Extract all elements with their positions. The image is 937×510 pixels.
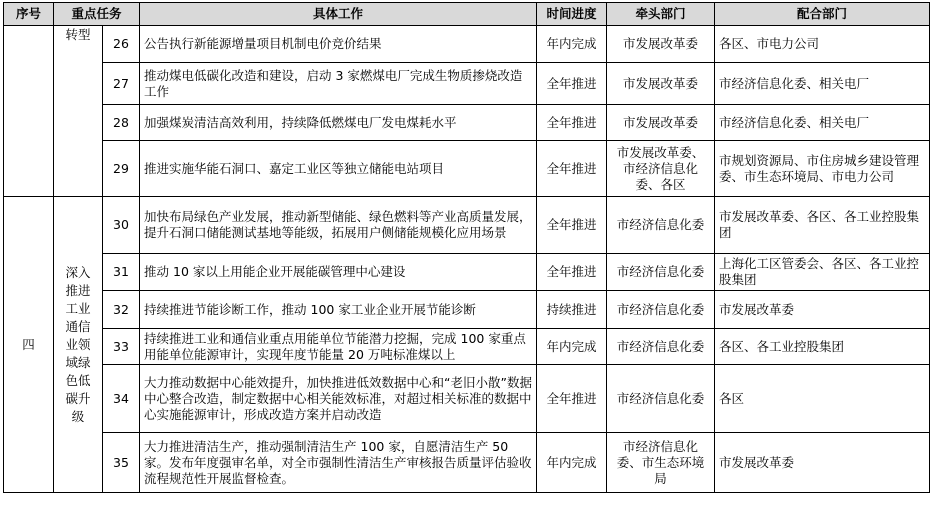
seq-cell-group3 — [4, 26, 54, 197]
lead-cell: 市经济信息化委 — [607, 329, 715, 365]
key-task-cell-group3 — [54, 26, 103, 197]
lead-cell: 市发展改革委、市经济信息化委、各区 — [607, 141, 715, 197]
progress-cell: 持续推进 — [537, 291, 607, 329]
header-seq: 序号 — [4, 3, 54, 26]
table-row — [4, 433, 930, 493]
row-number: 29 — [103, 141, 140, 197]
table-header-row — [4, 3, 930, 26]
coop-cell: 各区、各工业控股集团 — [715, 329, 930, 365]
table-row — [4, 105, 930, 141]
key-task-group3-text: 转型 — [65, 27, 91, 42]
work-cell: 大力推进清洁生产，推动强制清洁生产 100 家，自愿清洁生产 50 家。发布年度强审名单，对全市强制性清洁生产审核报告质量评估验收流程规范性开展监督检查。 — [140, 433, 537, 493]
progress-cell: 年内完成 — [537, 26, 607, 63]
lead-cell: 市发展改革委 — [607, 105, 715, 141]
lead-cell: 市经济信息化委 — [607, 197, 715, 254]
coop-cell: 上海化工区管委会、各区、各工业控股集团 — [715, 254, 930, 291]
progress-cell: 全年推进 — [537, 365, 607, 433]
work-cell: 公告执行新能源增量项目机制电价竞价结果 — [140, 26, 537, 63]
progress-cell: 年内完成 — [537, 329, 607, 365]
work-cell: 持续推进工业和通信业重点用能单位节能潜力挖掘，完成 100 家重点用能单位能源审计，实现年度节能量 20 万吨标准煤以上 — [140, 329, 537, 365]
work-cell: 推进实施华能石洞口、嘉定工业区等独立储能电站项目 — [140, 141, 537, 197]
coop-cell: 市经济信息化委、相关电厂 — [715, 105, 930, 141]
row-number: 30 — [103, 197, 140, 254]
table-row — [4, 141, 930, 197]
table-row — [4, 26, 930, 63]
coop-cell: 市经济信息化委、相关电厂 — [715, 63, 930, 105]
progress-cell: 全年推进 — [537, 63, 607, 105]
work-plan-table — [3, 2, 930, 493]
row-number: 33 — [103, 329, 140, 365]
table-row — [4, 329, 930, 365]
row-number: 28 — [103, 105, 140, 141]
table-row — [4, 197, 930, 254]
row-number: 35 — [103, 433, 140, 493]
row-number: 32 — [103, 291, 140, 329]
row-number: 26 — [103, 26, 140, 63]
coop-cell: 市发展改革委、各区、各工业控股集团 — [715, 197, 930, 254]
coop-cell: 市发展改革委 — [715, 291, 930, 329]
progress-cell: 年内完成 — [537, 433, 607, 493]
progress-cell: 全年推进 — [537, 254, 607, 291]
row-number: 27 — [103, 63, 140, 105]
work-cell: 大力推动数据中心能效提升，加快推进低效数据中心和“老旧小散”数据中心整合改造，制定数据中心相关能效标准，对超过相关标准的数据中心实施能源审计，形成改造方案并启动改造 — [140, 365, 537, 433]
header-coop: 配合部门 — [715, 3, 930, 26]
table-row — [4, 254, 930, 291]
coop-cell: 各区、市电力公司 — [715, 26, 930, 63]
row-number: 34 — [103, 365, 140, 433]
lead-cell: 市经济信息化委、市生态环境局 — [607, 433, 715, 493]
work-cell: 推动煤电低碳化改造和建设，启动 3 家燃煤电厂完成生物质掺烧改造工作 — [140, 63, 537, 105]
coop-cell: 各区 — [715, 365, 930, 433]
work-cell: 加快布局绿色产业发展，推动新型储能、绿色燃料等产业高质量发展，提升石洞口储能测试基地等能级，拓展用户侧储能规模化应用场景 — [140, 197, 537, 254]
coop-cell: 市发展改革委 — [715, 433, 930, 493]
header-progress: 时间进度 — [537, 3, 607, 26]
progress-cell: 全年推进 — [537, 105, 607, 141]
lead-cell: 市经济信息化委 — [607, 291, 715, 329]
table-row — [4, 63, 930, 105]
key-task-group4-text: 深入推进工业通信业领域绿色低碳升级 — [65, 264, 91, 424]
table-row — [4, 365, 930, 433]
lead-cell: 市发展改革委 — [607, 63, 715, 105]
work-cell: 持续推进节能诊断工作，推动 100 家工业企业开展节能诊断 — [140, 291, 537, 329]
seq-cell-group4: 四 — [4, 197, 54, 493]
lead-cell: 市经济信息化委 — [607, 365, 715, 433]
progress-cell: 全年推进 — [537, 197, 607, 254]
table-row — [4, 291, 930, 329]
row-number: 31 — [103, 254, 140, 291]
work-cell: 推动 10 家以上用能企业开展能碳管理中心建设 — [140, 254, 537, 291]
lead-cell: 市经济信息化委 — [607, 254, 715, 291]
lead-cell: 市发展改革委 — [607, 26, 715, 63]
key-task-cell-group4 — [54, 197, 103, 493]
work-cell: 加强煤炭清洁高效利用，持续降低燃煤电厂发电煤耗水平 — [140, 105, 537, 141]
progress-cell: 全年推进 — [537, 141, 607, 197]
header-lead: 牵头部门 — [607, 3, 715, 26]
header-work: 具体工作 — [140, 3, 537, 26]
coop-cell: 市规划资源局、市住房城乡建设管理委、市生态环境局、市电力公司 — [715, 141, 930, 197]
header-key-task: 重点任务 — [54, 3, 140, 26]
